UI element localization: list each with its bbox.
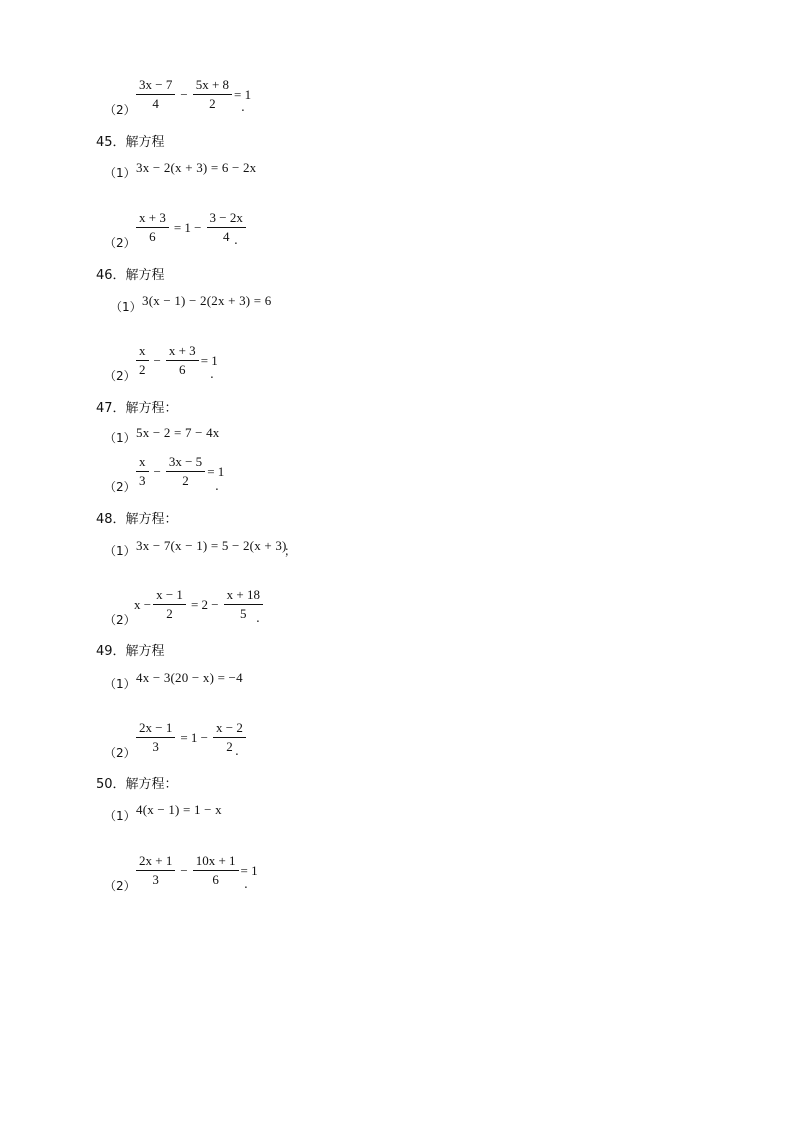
fraction — [136, 854, 175, 887]
period: . — [210, 367, 214, 381]
denominator: 2 — [209, 96, 216, 111]
fraction — [166, 344, 199, 377]
period: . — [256, 611, 260, 625]
denominator: 4 — [152, 96, 159, 111]
q47-title: 47．解方程： — [96, 401, 178, 416]
numerator: x + 3 — [136, 211, 169, 228]
q49-sub2-label: （2） — [104, 746, 136, 760]
denominator: 4 — [222, 229, 230, 244]
numerator: 5x + 8 — [193, 78, 232, 95]
numerator: 3x − 7 — [136, 78, 175, 95]
operator: = 1 − — [173, 219, 202, 235]
q45-sub1-label: （1） — [104, 166, 136, 180]
q46-sub2-label: （2） — [104, 369, 136, 383]
q49-sub1-equation: 4x − 3(20 − x) = −4 — [136, 670, 243, 685]
q44-sub2-label: （2） — [104, 103, 136, 117]
q49-title: 49．解方程 — [96, 644, 165, 659]
fraction — [207, 211, 246, 244]
denominator: 3 — [139, 473, 146, 488]
fraction — [136, 721, 175, 754]
q45-sub1-equation: 3x − 2(x + 3) = 6 − 2x — [136, 160, 257, 175]
numerator: x − 1 — [153, 588, 186, 605]
denominator: 2 — [226, 739, 233, 754]
numerator: x — [136, 344, 149, 361]
q46-sub1-label: （1） — [110, 300, 142, 314]
denominator: 3 — [152, 872, 159, 887]
q47-sub1-equation: 5x − 2 = 7 − 4x — [136, 425, 220, 440]
q46-title: 46．解方程 — [96, 268, 165, 283]
q48-sub1-equation: 3x − 7(x − 1) = 5 − 2(x + 3) — [136, 538, 287, 553]
numerator: 10x + 1 — [193, 854, 239, 871]
numerator: 2x + 1 — [136, 854, 175, 871]
q46-sub2-equation — [134, 344, 218, 377]
q48-sub2-label: （2） — [104, 613, 136, 627]
fraction — [213, 721, 246, 754]
fraction — [166, 455, 205, 488]
period: . — [234, 233, 238, 247]
fraction — [193, 78, 232, 111]
semicolon: ； — [284, 544, 297, 558]
right-hand-side: = 1 — [234, 86, 252, 102]
q50-sub1-label: （1） — [104, 809, 136, 823]
right-hand-side: = 1 — [240, 862, 258, 878]
fraction — [136, 78, 175, 111]
fraction — [193, 854, 239, 887]
right-hand-side: = 1 — [207, 463, 225, 479]
denominator: 6 — [212, 872, 219, 887]
fraction — [136, 455, 149, 488]
numerator: 3x − 5 — [166, 455, 205, 472]
numerator: x + 3 — [166, 344, 199, 361]
period: . — [215, 479, 219, 493]
q50-sub2-equation — [134, 854, 258, 887]
numerator: x + 18 — [224, 588, 263, 605]
q49-sub2-equation — [134, 721, 248, 754]
q47-sub2-label: （2） — [104, 480, 136, 494]
q48-title: 48．解方程： — [96, 512, 178, 527]
denominator: 3 — [152, 739, 159, 754]
denominator: 2 — [139, 362, 146, 377]
period: . — [241, 100, 245, 114]
q45-sub2-label: （2） — [104, 236, 136, 250]
q50-sub1-equation: 4(x − 1) = 1 − x — [136, 802, 222, 817]
q50-sub2-label: （2） — [104, 879, 136, 893]
denominator: 6 — [179, 362, 186, 377]
operator: − — [180, 86, 188, 102]
q48-sub2-equation — [134, 588, 265, 621]
denominator: 5 — [240, 606, 247, 621]
operator: = 2 − — [190, 596, 219, 612]
q49-sub1-label: （1） — [104, 677, 136, 691]
fraction — [136, 211, 169, 244]
denominator: 6 — [149, 229, 156, 244]
q46-sub1-equation: 3(x − 1) − 2(2x + 3) = 6 — [142, 293, 272, 308]
q45-sub2-equation — [134, 211, 248, 244]
numerator: x − 2 — [213, 721, 246, 738]
q44-sub2-equation — [134, 78, 251, 111]
q48-sub1-label: （1） — [104, 544, 136, 558]
numerator: 3 − 2x — [207, 211, 246, 228]
q47-sub1-label: （1） — [104, 431, 136, 445]
left-term: x − — [134, 596, 152, 612]
q50-title: 50．解方程： — [96, 777, 178, 792]
operator: = 1 − — [180, 729, 209, 745]
fraction — [136, 344, 149, 377]
q47-sub2-equation — [134, 455, 224, 488]
numerator: 2x − 1 — [136, 721, 175, 738]
period: . — [235, 744, 239, 758]
numerator: x — [136, 455, 149, 472]
operator: − — [153, 463, 161, 479]
operator: − — [180, 862, 188, 878]
q45-title: 45．解方程 — [96, 135, 165, 150]
denominator: 2 — [182, 473, 189, 488]
operator: − — [153, 352, 161, 368]
fraction — [153, 588, 186, 621]
period: . — [244, 877, 248, 891]
denominator: 2 — [166, 606, 173, 621]
right-hand-side: = 1 — [200, 352, 218, 368]
